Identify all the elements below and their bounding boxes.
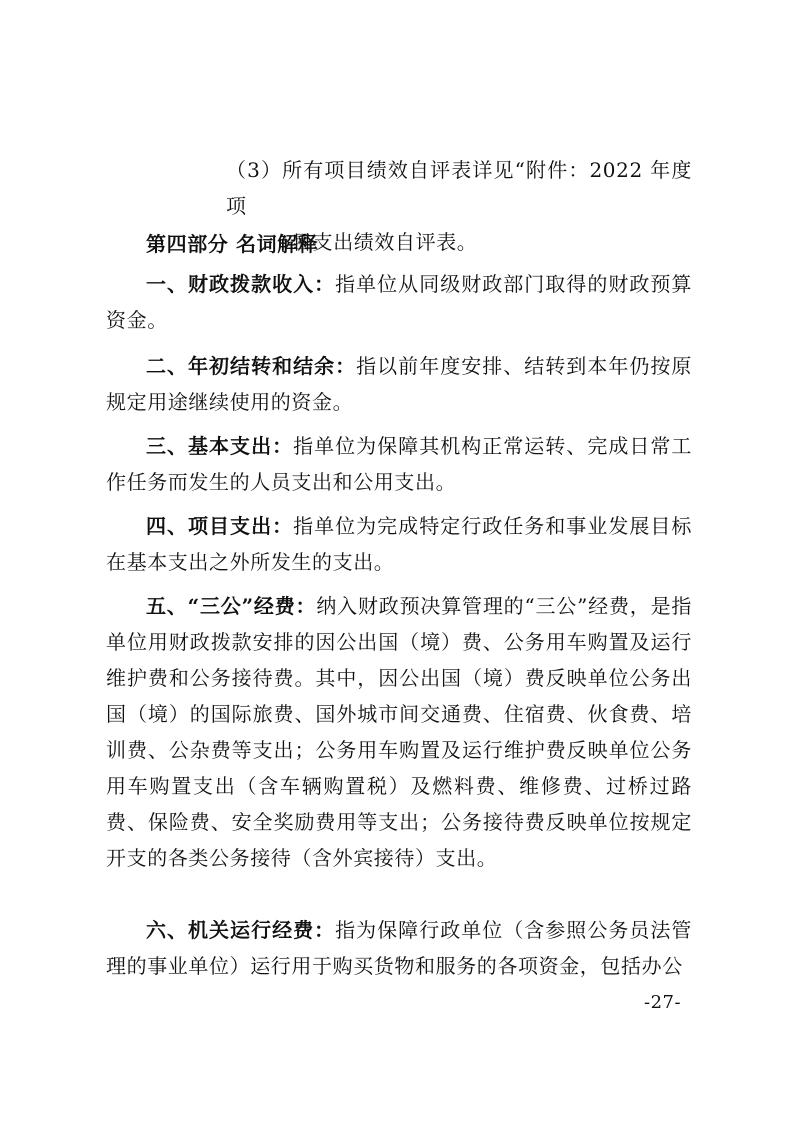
item-3-marker: （3） xyxy=(226,158,283,182)
definition-text: 指单位为完成特定行政任务和事业发展目标在基本支出之外所发生的支出。 xyxy=(106,514,692,574)
page-number: -27- xyxy=(644,992,682,1013)
definition-paragraph xyxy=(106,508,692,580)
definition-term: 二、年初结转和结余： xyxy=(146,354,357,378)
definition-paragraph xyxy=(106,912,692,984)
definition-text: 指以前年度安排、结转到本年仍按原规定用途继续使用的资金。 xyxy=(106,354,692,414)
definition-term: 五、“三公”经费： xyxy=(146,594,317,618)
definition-term: 六、机关运行经费： xyxy=(146,918,336,942)
item-3-line2: 目支出绩效自评表。 xyxy=(292,230,478,254)
item-3-line1: 所有项目绩效自评表详见“附件：2022 年度项 xyxy=(226,158,693,218)
definition-paragraph xyxy=(106,348,692,420)
definition-text: 纳入财政预决算管理的“三公”经费，是指单位用财政拨款安排的因公出国（境）费、公务用车购置及运行维护费和公务接待费。其中，因公出国（境）费反映单位公务出国（境）的国际旅费、国外城市间交通费、住宿费、伙食费、培训费、公杂费等支出；公务用车购置及运行维护费反映单位公务用车购置支出（含车辆购置税）及燃料费、维修费、过桥过路费、保险费、安全奖励费用等支出；公务接待费反映单位按规定开支的各类公务接待（含外宾接待）支出。 xyxy=(106,594,692,870)
definition-term: 一、财政拨款收入： xyxy=(146,272,336,296)
definition-paragraph xyxy=(106,588,692,876)
definition-term: 三、基本支出： xyxy=(146,434,294,458)
definition-text: 指单位从同级财政部门取得的财政预算资金。 xyxy=(106,272,692,332)
definition-paragraph xyxy=(106,428,692,500)
section-heading: 第四部分 名词解释 xyxy=(146,232,319,256)
definition-paragraph xyxy=(106,266,692,338)
definition-text: 指为保障行政单位（含参照公务员法管理的事业单位）运行用于购买货物和服务的各项资金，包括办公 xyxy=(106,918,692,978)
definition-text: 指单位为保障其机构正常运转、完成日常工作任务而发生的人员支出和公用支出。 xyxy=(106,434,692,494)
definition-term: 四、项目支出： xyxy=(146,514,294,538)
